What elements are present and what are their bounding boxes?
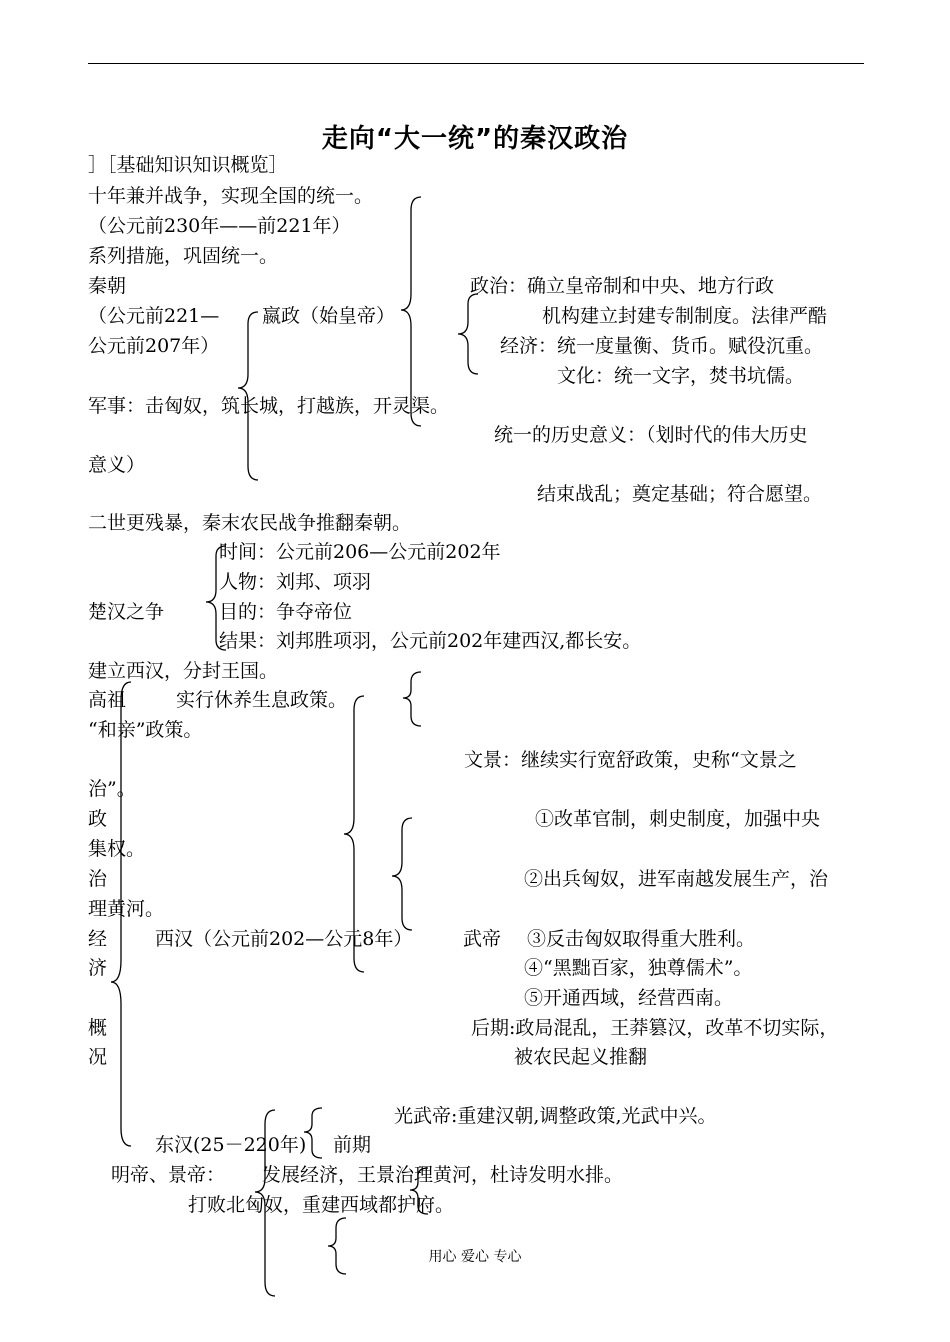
- page-title: 走向“大一统”的秦汉政治: [321, 124, 629, 154]
- outline-line: 二世更残暴，秦末农民战争推翻秦朝。: [88, 512, 412, 534]
- outline-line: 后期:政局混乱，王莽篡汉，改革不切实际，: [471, 1017, 839, 1039]
- outline-line: 发展经济，王景治理黄河，杜诗发明水排。: [262, 1164, 624, 1186]
- outline-line: 光武帝:重建汉朝,调整政策,光武中兴。: [394, 1105, 717, 1127]
- outline-line: 被农民起义推翻: [514, 1046, 648, 1068]
- outline-line: 高祖: [88, 689, 127, 711]
- outline-line: 打败北匈奴，重建西域都护府。: [188, 1194, 455, 1216]
- outline-line: ④“黑黜百家，独尊儒术”。: [524, 957, 753, 979]
- outline-line: 军事：击匈奴，筑长城，打越族，开灵渠。: [88, 395, 450, 417]
- outline-line: 经: [88, 928, 108, 950]
- outline-line: （公元前221—: [88, 305, 220, 327]
- brace-gaozu: [403, 672, 421, 726]
- brace-yingzheng: [238, 312, 258, 480]
- outline-line: 明帝、景帝：: [111, 1164, 226, 1186]
- outline-line: 治: [88, 868, 108, 890]
- outline-line: ⑤开通西域，经营西南。: [524, 987, 734, 1009]
- outline-line: 十年兼并战争，实现全国的统一。: [88, 185, 374, 207]
- outline-line: “和亲”政策。: [88, 719, 203, 741]
- outline-line: 公元前207年）: [88, 335, 220, 357]
- outline-line: 集权。: [88, 838, 146, 860]
- outline-line: 治”。: [88, 778, 136, 800]
- brace-qin-main: [401, 197, 421, 426]
- outline-line: 文景：继续实行宽舒政策，史称“文景之: [464, 749, 797, 771]
- brace-mingdi: [410, 1168, 428, 1214]
- brace-donghan: [255, 1110, 275, 1296]
- outline-line: ③反击匈奴取得重大胜利。: [527, 928, 756, 950]
- outline-line: 时间：公元前206—公元前202年: [219, 541, 501, 563]
- outline-line: 理黄河。: [88, 898, 165, 920]
- brace-policies: [458, 294, 478, 374]
- outline-line: 结束战乱；奠定基础；符合愿望。: [537, 483, 823, 505]
- outline-line: 系列措施，巩固统一。: [88, 245, 279, 267]
- brace-xihan: [344, 696, 364, 972]
- outline-line: 实行休养生息政策。: [176, 689, 348, 711]
- outline-line: 楚汉之争: [88, 601, 165, 623]
- outline-line: ②出兵匈奴，进军南越发展生产，治: [524, 868, 829, 890]
- outline-line: 东汉(25－220年): [155, 1134, 307, 1156]
- outline-line: 武帝: [463, 928, 502, 950]
- outline-line: 概: [88, 1017, 108, 1039]
- page-footer: 用心 爱心 专心: [428, 1249, 522, 1265]
- outline-line: 建立西汉，分封王国。: [88, 660, 279, 682]
- outline-line: 政治：确立皇帝制和中央、地方行政: [470, 275, 775, 297]
- brace-wudi: [392, 818, 412, 930]
- brace-chuhan: [206, 546, 226, 650]
- outline-line: 嬴政（始皇帝）: [262, 305, 396, 327]
- outline-line: 机构建立封建专制制度。法律严酷: [542, 305, 828, 327]
- outline-line: 意义）: [88, 454, 146, 476]
- outline-line: （公元前230年——前221年）: [88, 215, 351, 237]
- outline-line: 统一的历史意义：（划时代的伟大历史: [494, 424, 808, 446]
- outline-line: 结果：刘邦胜项羽，公元前202年建西汉,都长安。: [219, 630, 642, 652]
- outline-line: 济: [88, 957, 108, 979]
- outline-line: 文化：统一文字，焚书坑儒。: [557, 365, 805, 387]
- outline-line: 目的：争夺帝位: [219, 601, 353, 623]
- outline-line: 人物：刘邦、项羽: [219, 571, 372, 593]
- section-heading: ］［基础知识知识概览］: [88, 154, 288, 176]
- outline-line: 经济：统一度量衡、货币。赋役沉重。: [500, 335, 824, 357]
- outline-line: 况: [88, 1046, 108, 1068]
- brace-overview: [111, 682, 131, 1146]
- brace-qianqi: [304, 1108, 322, 1158]
- outline-line: 秦朝: [88, 275, 127, 297]
- outline-line: 西汉（公元前202—公元8年）: [155, 928, 413, 950]
- outline-line: ①改革官制，刺史制度，加强中央: [535, 808, 821, 830]
- outline-line: 前期: [333, 1134, 372, 1156]
- outline-line: 政: [88, 808, 108, 830]
